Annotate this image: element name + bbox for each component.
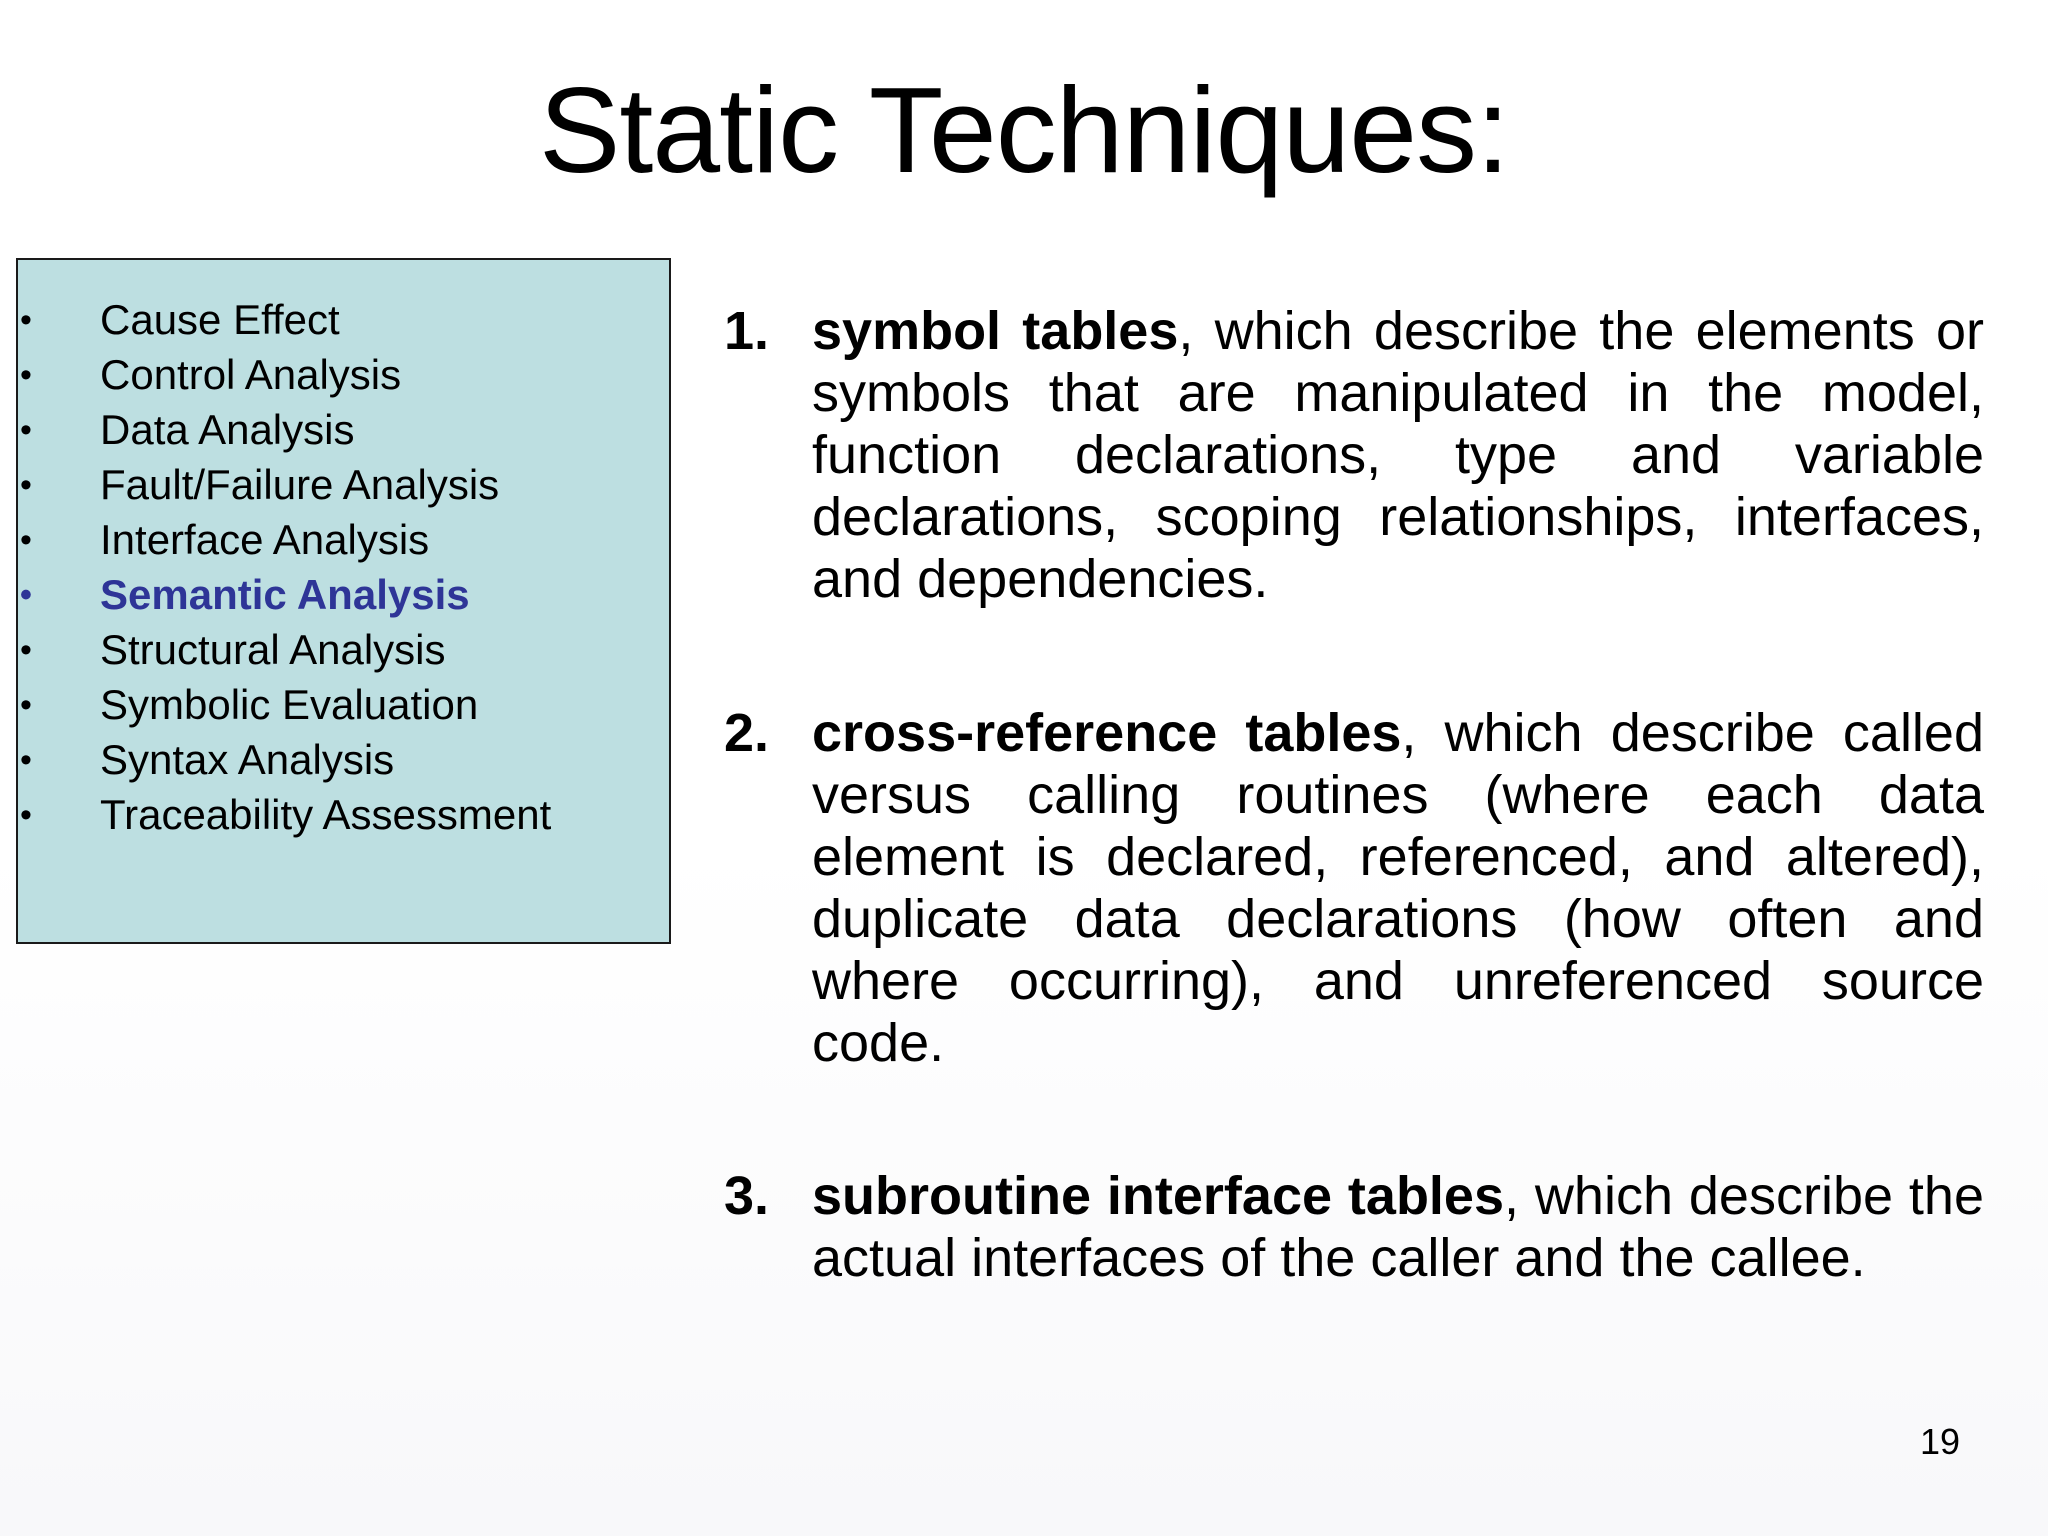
bullet-icon: • [20,301,32,339]
bullet-icon: • [20,741,32,779]
item-description: , which describe the elements or symbols that are manipulated in the model, function declarations, type and variable declarations, scoping relationships, interfaces, and dependencies. [812,301,1984,609]
list-item-label: Control Analysis [100,351,402,398]
bullet-icon: • [20,796,32,834]
list-item-label: Fault/Failure Analysis [100,461,500,508]
slide-title: Static Techniques: [539,62,1509,198]
item-number: 3. [724,1166,770,1226]
item-term: subroutine interface tables [812,1166,1504,1226]
list-item-label: Symbolic Evaluation [100,681,479,728]
list-item-label: Structural Analysis [100,626,446,673]
list-item-label: Interface Analysis [100,516,430,563]
item-text [812,300,1984,610]
item-number: 2. [724,703,770,763]
item-text [812,702,1984,1074]
techniques-list-box [16,258,671,944]
list-item-label: Syntax Analysis [100,736,395,783]
item-number: 1. [724,301,770,361]
bullet-icon: • [20,411,32,449]
bullet-icon: • [20,521,32,559]
list-item-label: Cause Effect [100,296,340,343]
item-description: , which describe the actual interfaces of the caller and the callee. [812,1166,1984,1288]
list-item-label: Data Analysis [100,406,355,453]
bullet-icon: • [20,356,32,394]
item-description: , which describe called versus calling routines (where each data element is declared, referenced, and altered), duplicate data declarations (how often and where occurring), and unreferenced source code. [812,703,1984,1073]
list-item-label: Semantic Analysis [100,571,470,618]
bullet-icon: • [20,466,32,504]
item-term: symbol tables [812,301,1179,361]
item-text [812,1165,1984,1289]
bullet-icon: • [20,576,32,614]
page-number: 19 [1919,1421,1960,1462]
list-item-label: Traceability Assessment [100,791,552,838]
bullet-icon: • [20,631,32,669]
bullet-icon: • [20,686,32,724]
item-term: cross-reference tables [812,703,1402,763]
